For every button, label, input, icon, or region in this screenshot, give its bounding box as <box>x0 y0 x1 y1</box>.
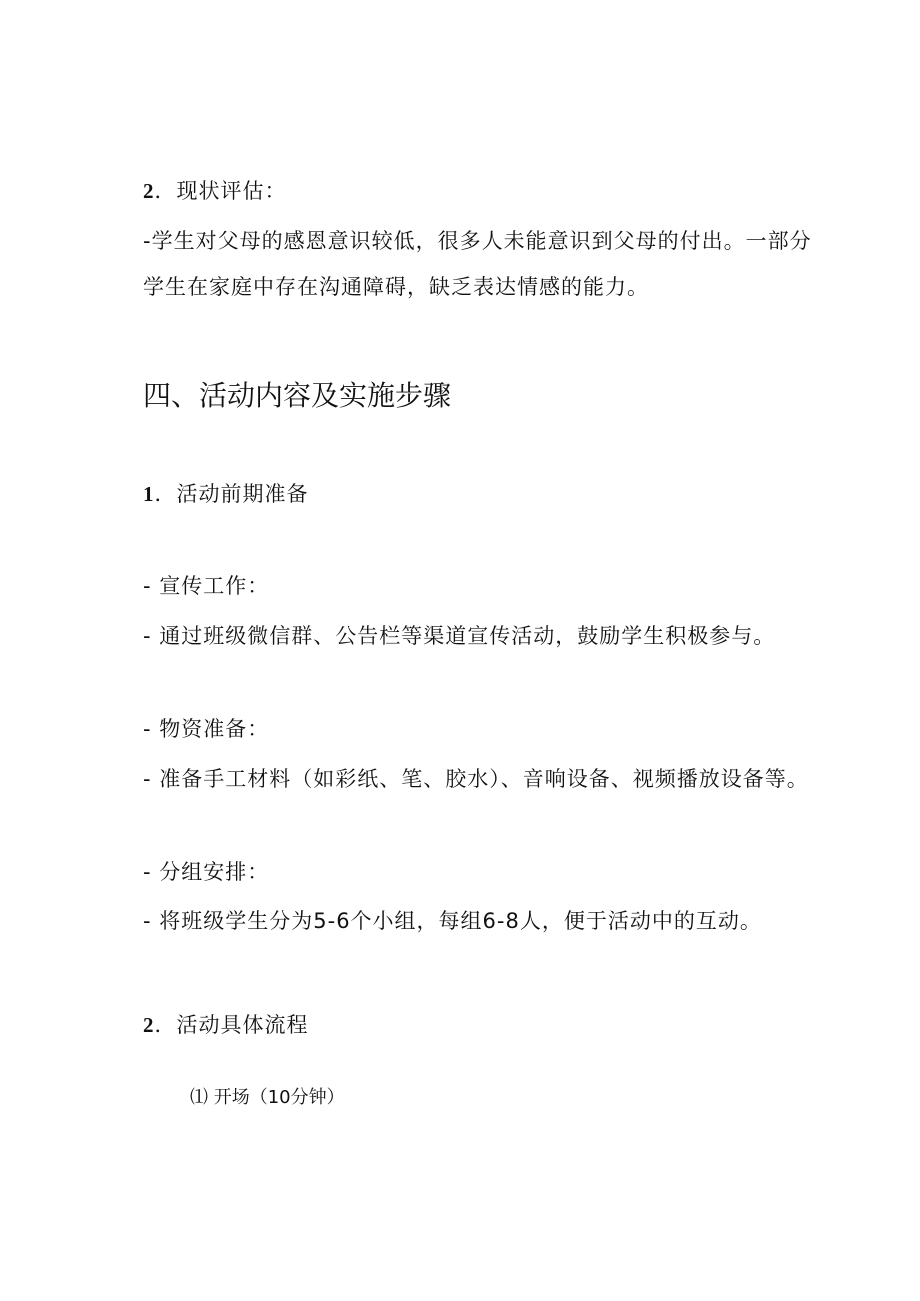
prep-detail: - 准备手工材料（如彩纸、笔、胶水）、音响设备、视频播放设备等。 <box>143 767 809 791</box>
item-title: ．活动前期准备 <box>154 482 309 506</box>
prep-label: - 物资准备： <box>143 717 270 741</box>
paragraph-line: 学生在家庭中存在沟通障碍，缺乏表达情感的能力。 <box>143 275 649 299</box>
prep-label: - 分组安排： <box>143 860 270 884</box>
section-heading: 四、活动内容及实施步骤 <box>143 379 452 412</box>
prep-detail: - 将班级学生分为5-6个小组，每组6-8人，便于活动中的互动。 <box>143 909 762 933</box>
prep-detail: - 通过班级微信群、公告栏等渠道宣传活动，鼓励学生积极参与。 <box>143 624 776 648</box>
item-number: 2 <box>143 1013 155 1037</box>
item-title: ．活动具体流程 <box>154 1013 309 1037</box>
sub-heading-preparation <box>143 479 309 509</box>
process-step: ⑴ 开场（10分钟） <box>190 1087 345 1108</box>
item-number: 1 <box>143 482 155 506</box>
sub-heading-process <box>143 1010 309 1040</box>
paragraph-line: -学生对父母的感恩意识较低，很多人未能意识到父母的付出。一部分 <box>143 229 812 253</box>
prep-label: - 宣传工作： <box>143 574 270 598</box>
status-assessment-heading <box>143 176 287 206</box>
item-title: ．现状评估： <box>154 179 287 203</box>
item-number: 2 <box>143 179 155 203</box>
